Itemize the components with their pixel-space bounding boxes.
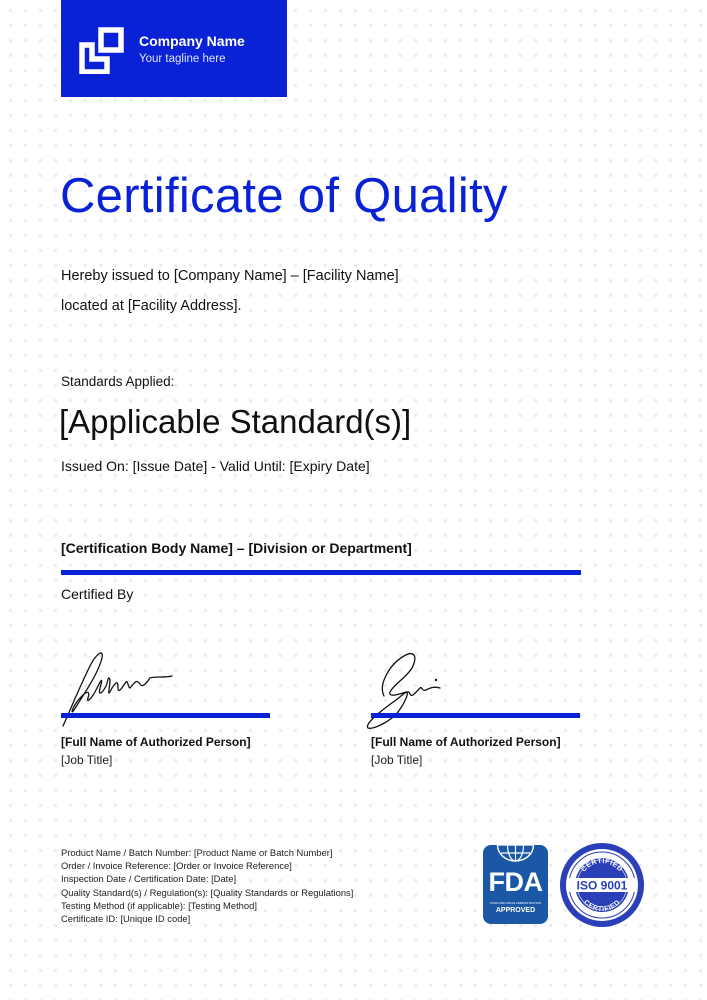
standards-value: [Applicable Standard(s)] xyxy=(59,403,412,440)
company-name: Company Name xyxy=(139,33,245,49)
stacked-squares-logo-icon xyxy=(79,24,129,74)
detail-testing-method: Testing Method (if applicable): [Testing Method] xyxy=(61,899,257,911)
signatory-job-title: [Job Title] xyxy=(371,753,423,767)
standards-label: Standards Applied: xyxy=(61,374,175,389)
signatory-job-title: [Job Title] xyxy=(61,753,113,767)
issued-to-line: Hereby issued to [Company Name] – [Facility Name] xyxy=(61,268,399,284)
fda-approved-badge xyxy=(483,845,548,924)
iso-top-text: CERTIFIED xyxy=(580,857,624,874)
company-tagline: Your tagline here xyxy=(139,53,226,65)
certified-by-label: Certified By xyxy=(61,586,134,602)
certificate-details xyxy=(61,846,353,925)
facility-address-line: located at [Facility Address]. xyxy=(61,298,242,314)
iso-bottom-text: CERTIFIED xyxy=(582,898,622,914)
signature-line xyxy=(371,713,580,718)
signature-line xyxy=(61,713,270,718)
brand-header xyxy=(61,0,287,97)
detail-quality-standards: Quality Standard(s) / Regulation(s): [Quality Standards or Regulations] xyxy=(61,886,354,898)
detail-product-batch: Product Name / Batch Number: [Product Name or Batch Number] xyxy=(61,847,333,858)
detail-inspection-date: Inspection Date / Certification Date: [Date] xyxy=(61,873,237,885)
certification-body: [Certification Body Name] – [Division or Department] xyxy=(61,540,412,556)
iso-center-text: ISO 9001 xyxy=(576,878,628,893)
fda-subtitle: FOOD AND DRUG ADMINISTRATION xyxy=(489,901,542,905)
certificate-title: Certificate of Quality xyxy=(60,169,508,223)
globe-icon xyxy=(495,845,536,863)
signatory-name: [Full Name of Authorized Person] xyxy=(61,735,251,749)
fda-label: FDA xyxy=(488,867,543,897)
detail-certificate-id: Certificate ID: [Unique ID code] xyxy=(61,913,191,925)
handwritten-signature-icon xyxy=(364,648,464,733)
divider xyxy=(61,570,581,575)
detail-order-reference: Order / Invoice Reference: [Order or Invoice Reference] xyxy=(61,860,292,872)
signatory-name: [Full Name of Authorized Person] xyxy=(371,735,561,749)
fda-status: APPROVED xyxy=(495,907,536,914)
validity-dates: Issued On: [Issue Date] - Valid Until: [Expiry Date] xyxy=(61,458,370,474)
iso-9001-certified-badge xyxy=(558,841,646,929)
